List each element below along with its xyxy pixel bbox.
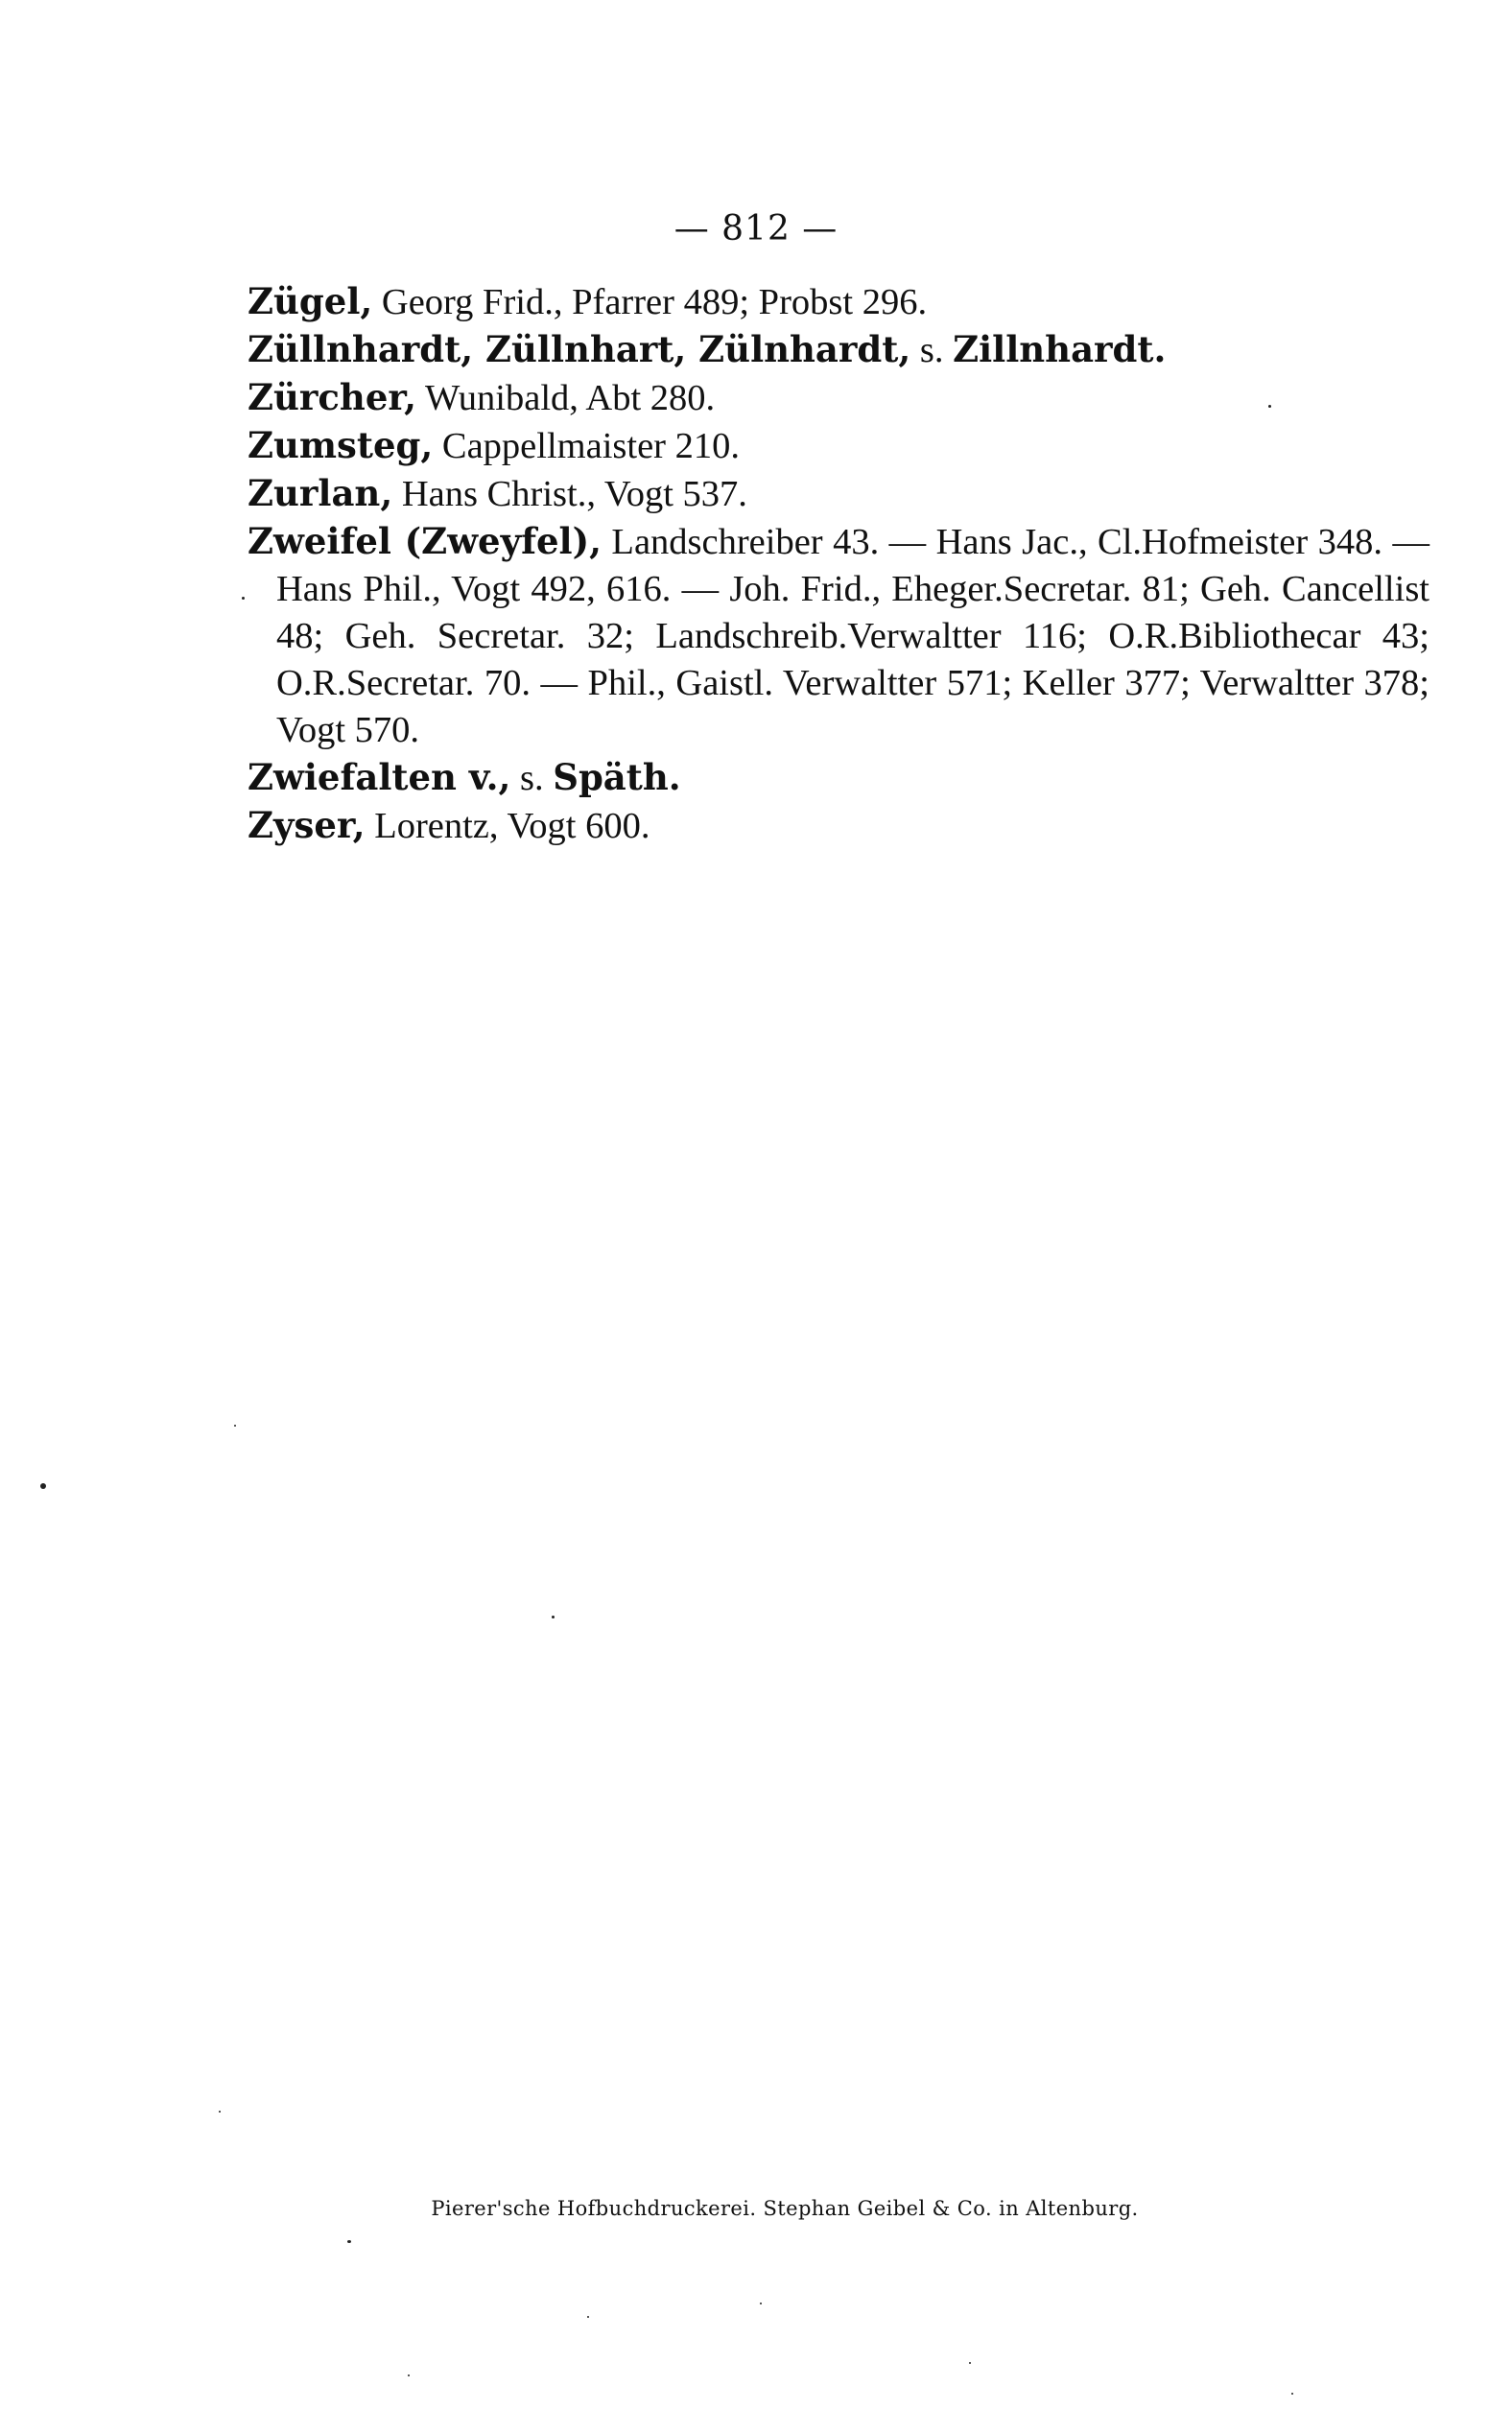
scan-speck xyxy=(552,1616,555,1618)
entry-name: Zwiefalten v., xyxy=(248,756,511,798)
entry-text: Lorentz, Vogt 600. xyxy=(365,806,650,846)
entry-name: Zumsteg, xyxy=(248,424,434,466)
index-entry-zumsteg xyxy=(248,422,1429,470)
entry-text: Georg Frid., Pfarrer 489; Probst 296. xyxy=(372,282,928,322)
scan-speck xyxy=(1268,405,1271,408)
index-entry-zweifel xyxy=(248,518,1429,754)
scan-speck xyxy=(242,597,245,600)
index-entry-zyser xyxy=(248,802,1429,850)
scan-speck xyxy=(969,2362,971,2364)
scan-speck xyxy=(408,2374,410,2376)
entry-cross-reference: Zillnhardt. xyxy=(953,328,1167,370)
entry-text: Wunibald, Abt 280. xyxy=(416,378,716,418)
index-entry-zuercher xyxy=(248,374,1429,422)
entry-name: Zürcher, xyxy=(248,376,417,418)
scan-speck xyxy=(234,1425,236,1427)
printer-imprint: Pierer'sche Hofbuchdruckerei. Stephan Geibel & Co. in Altenburg. xyxy=(431,2197,1139,2220)
entry-name: Zurlan, xyxy=(248,472,393,514)
index-entry-zurlan xyxy=(248,470,1429,518)
scan-speck xyxy=(40,1483,46,1489)
entry-text: s. xyxy=(910,330,954,370)
scan-speck xyxy=(1291,2393,1293,2395)
page-number: — 812 — xyxy=(673,209,839,248)
index-entry-zuegel xyxy=(248,278,1429,326)
entry-text: Hans Christ., Vogt 537. xyxy=(392,474,747,514)
entry-text: s. xyxy=(510,758,554,798)
index-entries xyxy=(248,278,1429,850)
index-entry-zwiefalten xyxy=(248,754,1429,802)
entry-cross-reference: Späth. xyxy=(553,756,681,798)
scan-speck xyxy=(347,2240,351,2243)
index-entry-zuellnhardt xyxy=(248,326,1429,374)
entry-name: Zyser, xyxy=(248,804,366,846)
scan-speck xyxy=(587,2316,589,2318)
entry-text: Landschreiber 43. — Hans Jac., Cl.Hofmeister 348. — Hans Phil., Vogt 492, 616. — Joh. Frid., Eheger.Secretar. 81; Geh. Cancellist 48; Geh. Secretar. 32; Landschreib.Verwaltter 116; O.R.Bibliothecar 43; O.R.Secretar. 70. — Phil., Gaistl. Verwaltter 571; Keller 377; Verwaltter 378; Vogt 570. xyxy=(276,522,1429,750)
entry-text: Cappellmaister 210. xyxy=(433,426,740,466)
entry-name: Zweifel (Zweyfel), xyxy=(248,520,602,562)
entry-name: Zügel, xyxy=(248,280,373,322)
scan-speck xyxy=(219,2111,221,2113)
scan-speck xyxy=(760,2303,762,2304)
entry-name: Züllnhardt, Züllnhart, Zülnhardt, xyxy=(248,328,911,370)
